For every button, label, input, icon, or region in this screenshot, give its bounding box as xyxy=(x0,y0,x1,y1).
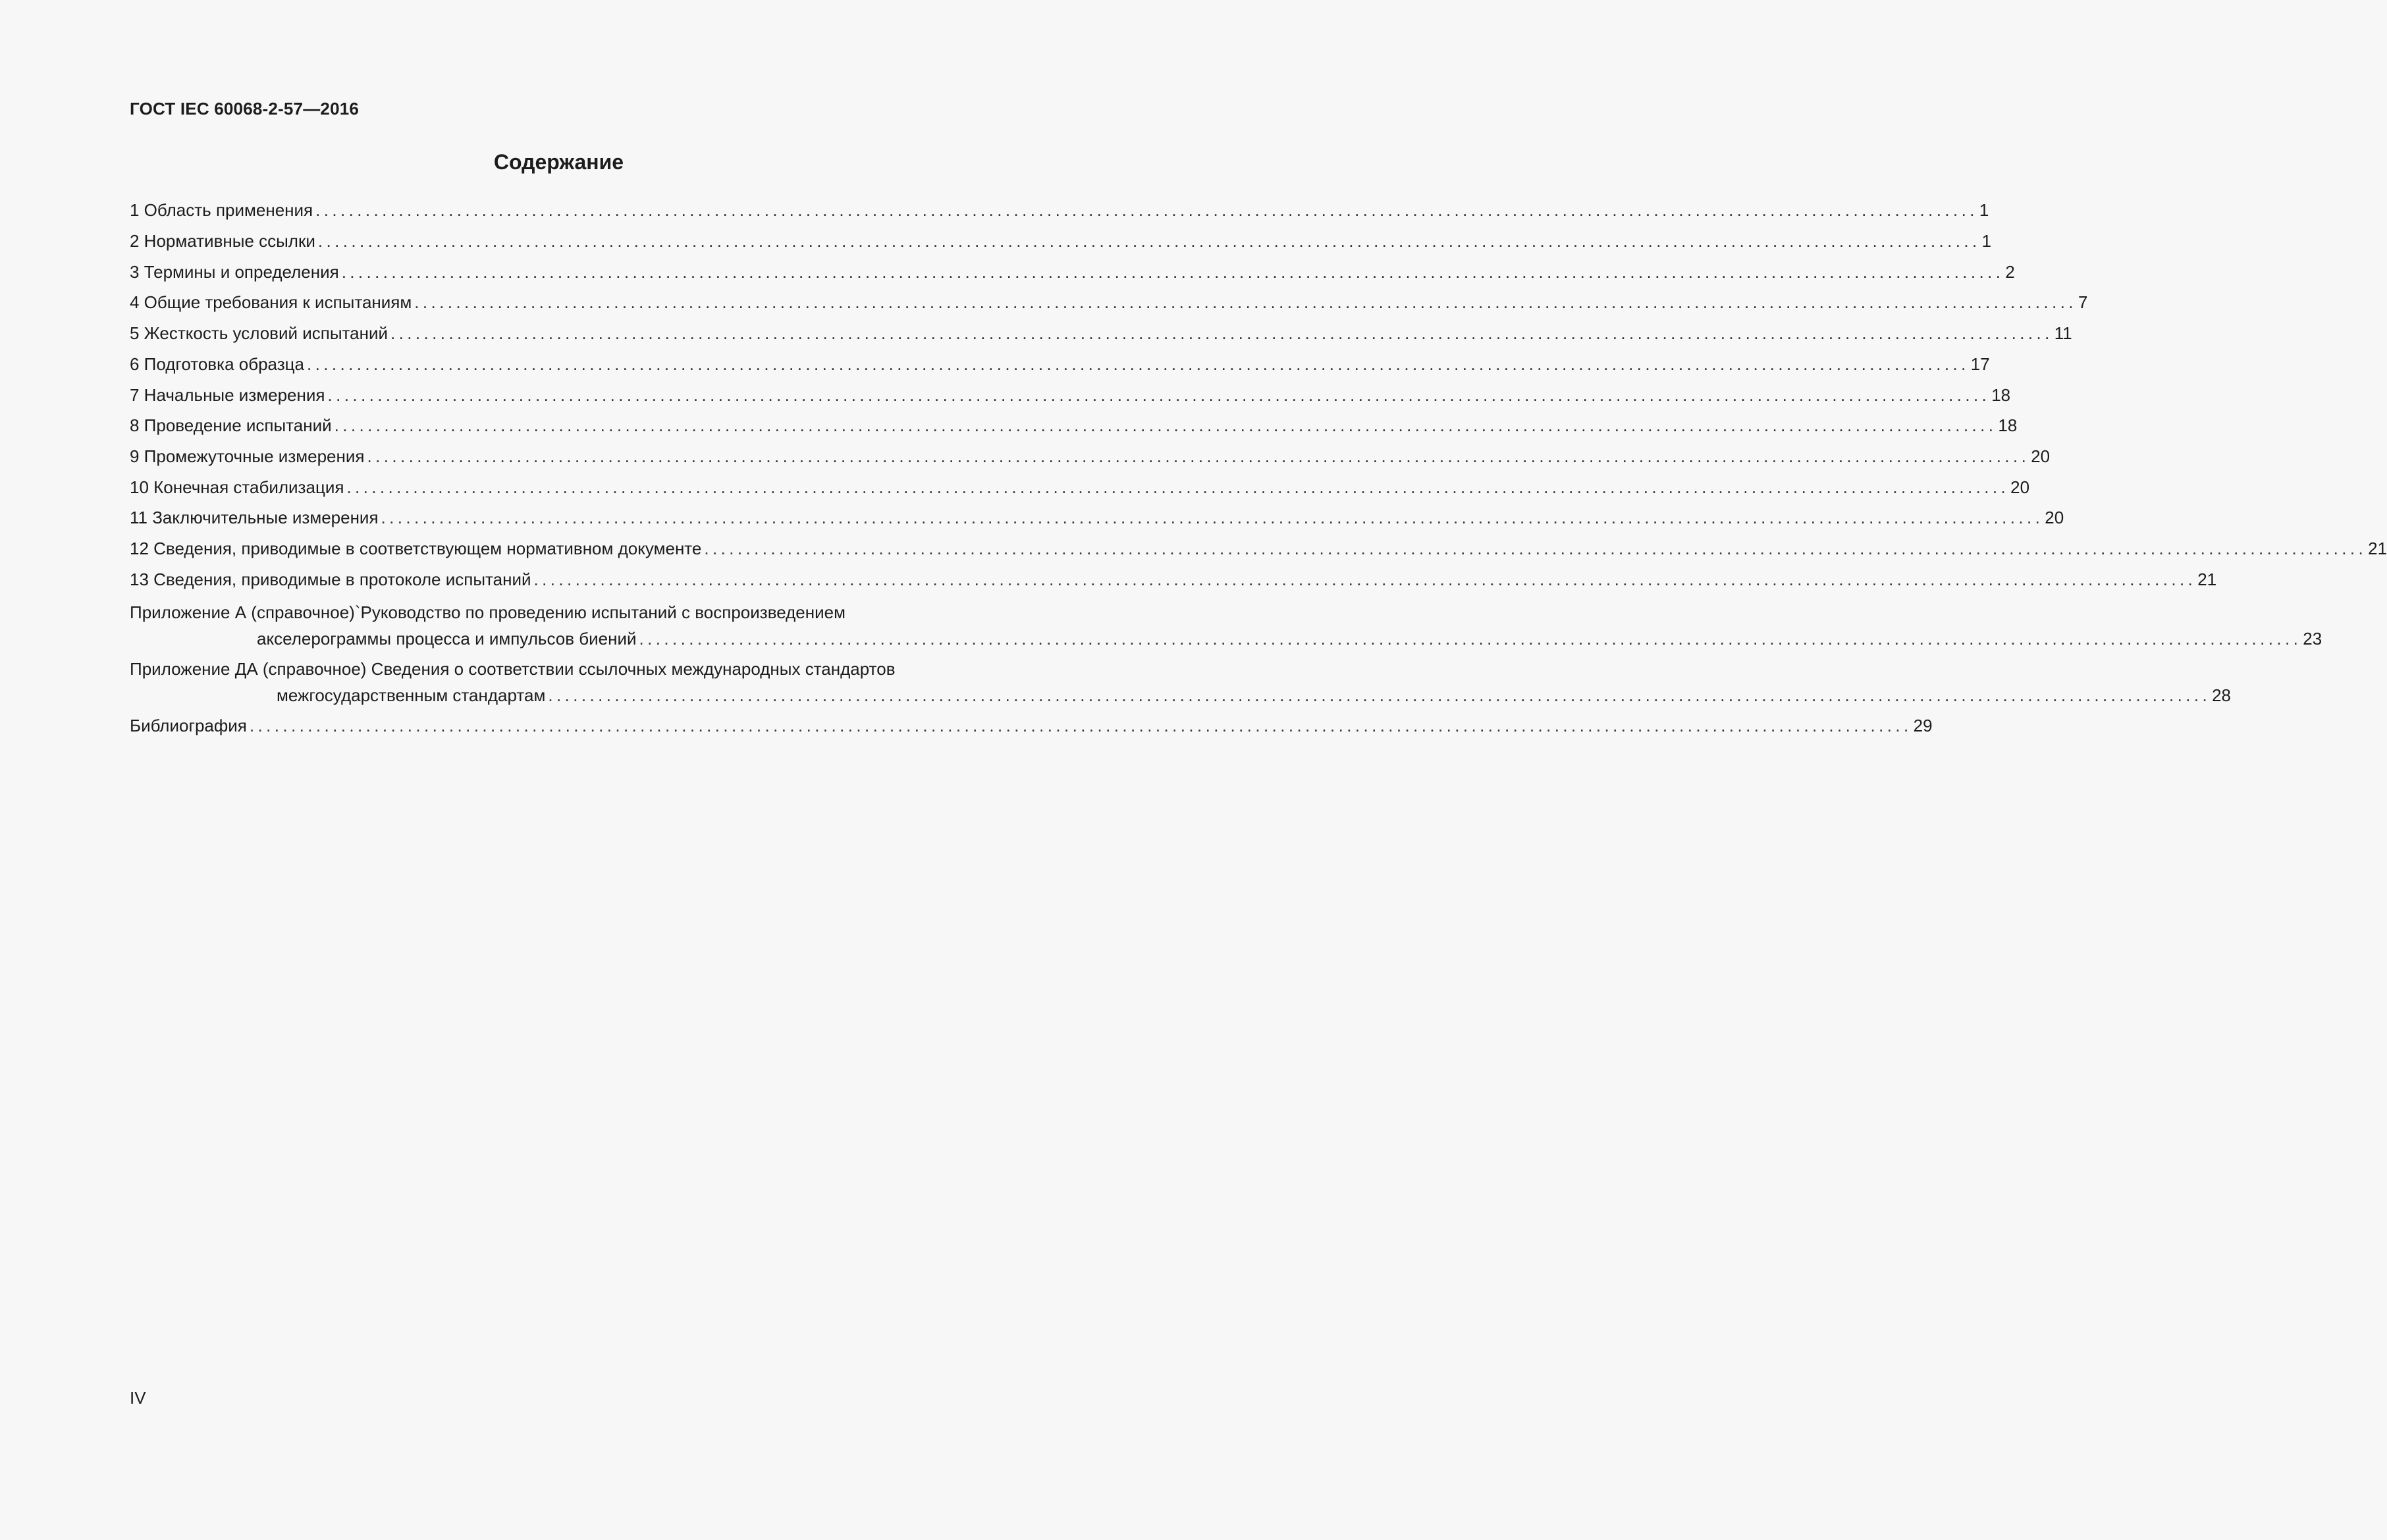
toc-entry-page: 20 xyxy=(2010,477,2030,497)
toc-entry[interactable] xyxy=(130,259,2015,283)
toc-entry-page: 1 xyxy=(1979,200,1989,220)
dot-leader: ........................................................................................................................................................................................................ xyxy=(381,508,2044,527)
toc-entry-label: 1 Область применения xyxy=(130,200,313,220)
dot-leader: ........................................................................................................................................................................................................ xyxy=(317,231,1981,251)
toc-entry-page: 11 xyxy=(2054,323,2072,343)
toc-entry-label: 3 Термины и определения xyxy=(130,262,339,282)
toc-entry-label: 10 Конечная стабилизация xyxy=(130,477,344,497)
toc-entry[interactable] xyxy=(130,198,1989,221)
dot-leader: ........................................................................................................................................................................................................ xyxy=(327,385,1991,405)
dot-leader: ........................................................................................................................................................................................................ xyxy=(346,477,2010,497)
toc-entry[interactable] xyxy=(130,290,2088,313)
toc-entry-label: 13 Сведения, приводимые в протоколе испытаний xyxy=(130,570,531,589)
toc-entry-page: 18 xyxy=(1998,415,2018,435)
toc-title: Содержание xyxy=(493,150,624,174)
toc-entry-page: 17 xyxy=(1970,354,1990,374)
toc-entry[interactable] xyxy=(130,228,1992,252)
toc-entry-label: межгосударственным стандартам xyxy=(277,685,546,705)
toc-entry[interactable] xyxy=(130,505,2064,529)
toc-entry-page: 28 xyxy=(2212,685,2231,705)
toc-entry-label: Библиография xyxy=(130,716,247,735)
dot-leader: ........................................................................................................................................................................................................ xyxy=(704,539,2367,558)
toc-entry-page: 20 xyxy=(2031,446,2051,466)
toc-entry[interactable] xyxy=(130,352,1990,375)
toc-entry-page: 29 xyxy=(1913,716,1933,735)
toc-entry-label: 6 Подготовка образца xyxy=(130,354,305,374)
toc-entry[interactable] xyxy=(130,321,2072,344)
toc-entry-page: 1 xyxy=(1981,231,1992,251)
dot-leader: ........................................................................................................................................................................................................ xyxy=(414,292,2077,312)
toc-entry-page: 20 xyxy=(2045,508,2064,527)
toc-annex-da-line1[interactable]: Приложение ДА (справочное) Сведения о соответствии ссылочных международных стандартов xyxy=(130,659,896,679)
dot-leader: ........................................................................................................................................................................................................ xyxy=(341,262,2004,282)
toc-entry-label: 2 Нормативные ссылки xyxy=(130,231,315,251)
toc-entry-page: 2 xyxy=(2005,262,2015,282)
dot-leader: ........................................................................................................................................................................................................ xyxy=(367,446,2030,466)
toc-entry[interactable] xyxy=(130,475,2030,498)
dot-leader: ........................................................................................................................................................................................................ xyxy=(390,323,2053,343)
toc-entry-page: 21 xyxy=(2197,570,2217,589)
dot-leader: ........................................................................................................................................................................................................ xyxy=(307,354,1970,374)
dot-leader: ........................................................................................................................................................................................................ xyxy=(548,685,2211,705)
toc-entry-label: 5 Жесткость условий испытаний xyxy=(130,323,389,343)
toc-entry-page: 23 xyxy=(2303,629,2322,649)
toc-entry[interactable] xyxy=(130,444,2051,467)
toc-annex-a-line1[interactable]: Приложение А (справочное)`Руководство по проведению испытаний с воспроизведением xyxy=(130,602,845,622)
toc-entry[interactable] xyxy=(130,536,2387,560)
toc-annex-da[interactable] xyxy=(277,683,2231,706)
toc-entry-page: 18 xyxy=(1991,385,2011,405)
dot-leader: ........................................................................................................................................................................................................ xyxy=(334,415,1997,435)
toc-entry-label: 8 Проведение испытаний xyxy=(130,415,332,435)
toc-bibliography[interactable] xyxy=(130,713,1933,737)
toc-entry-page: 21 xyxy=(2368,539,2387,558)
toc-entry-label: 11 Заключительные измерения xyxy=(130,508,379,527)
dot-leader: ........................................................................................................................................................................................................ xyxy=(639,629,2302,649)
toc-entry-label: 7 Начальные измерения xyxy=(130,385,325,405)
toc-entry[interactable] xyxy=(130,383,2011,406)
toc-entry-label: 9 Промежуточные измерения xyxy=(130,446,365,466)
toc-entry-label: 4 Общие требования к испытаниям xyxy=(130,292,412,312)
toc-entry-label: 12 Сведения, приводимые в соответствующем нормативном документе xyxy=(130,539,702,558)
toc-entry-label: акселерограммы процесса и импульсов биений xyxy=(257,629,637,649)
dot-leader: ........................................................................................................................................................................................................ xyxy=(249,716,1912,735)
dot-leader: ........................................................................................................................................................................................................ xyxy=(533,570,2197,589)
toc-annex-a[interactable] xyxy=(257,626,2322,650)
toc-entry[interactable] xyxy=(130,567,2217,591)
dot-leader: ........................................................................................................................................................................................................ xyxy=(315,200,1978,220)
toc-entry-page: 7 xyxy=(2078,292,2088,312)
page-number: IV xyxy=(130,1388,146,1408)
document-code: ГОСТ IEC 60068-2-57—2016 xyxy=(130,99,360,119)
toc-entry[interactable] xyxy=(130,413,2018,437)
